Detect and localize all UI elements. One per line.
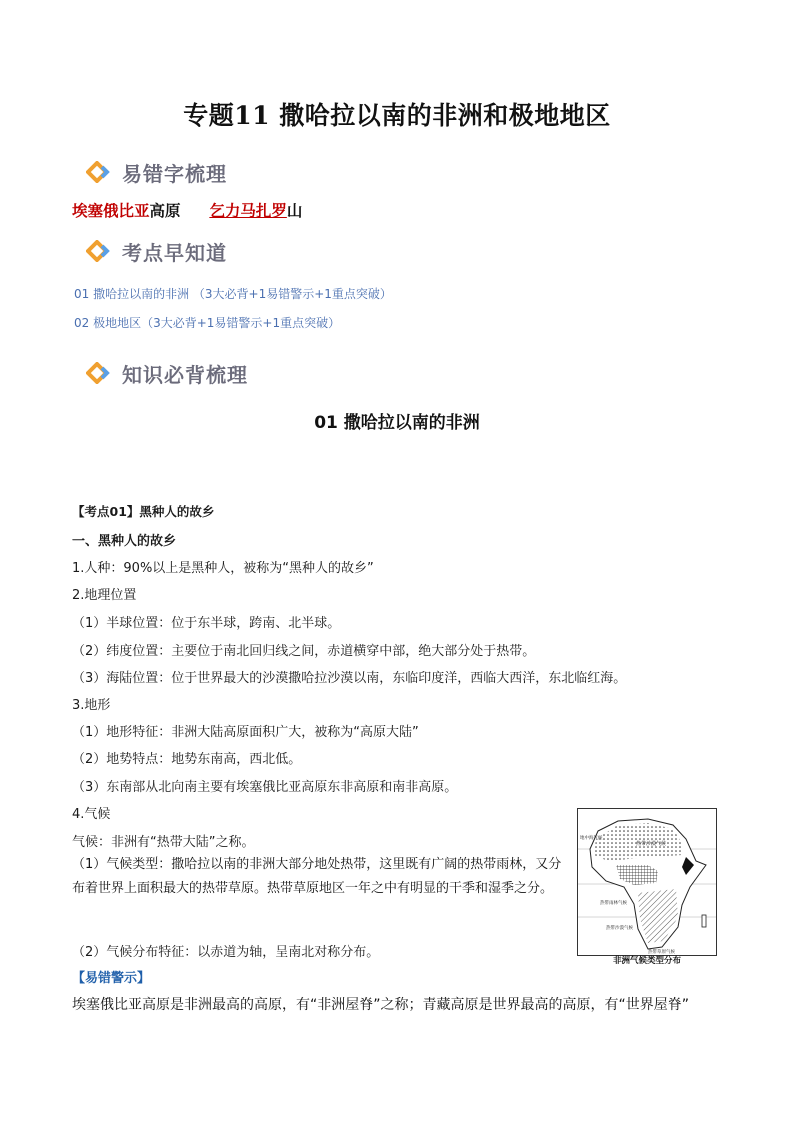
kaodian-heading: 【考点01】黑种人的故乡 [72, 504, 215, 519]
section-label: 考点早知道 [122, 240, 227, 265]
subheading: 4.气候 [72, 807, 111, 822]
point-link[interactable]: 01 撒哈拉以南的非洲 （3大必背+1易错警示+1重点突破） [74, 287, 392, 301]
body-text: （1）地形特征：非洲大陆高原面积广大，被称为“高原大陆” [72, 725, 419, 740]
section-header-typo [86, 157, 227, 187]
point-link[interactable]: 02 极地地区（3大必背+1易错警示+1重点突破） [74, 316, 341, 330]
double-diamond-icon [86, 362, 116, 384]
page-title: 专题11 撒哈拉以南的非洲和极地地区 [183, 101, 611, 130]
body-text: （3）东南部从北向南主要有埃塞俄比亚高原东非高原和南非高原。 [72, 780, 458, 795]
body-text: （1）半球位置：位于东半球，跨南、北半球。 [72, 616, 341, 631]
map-caption: 非洲气候类型分布 [612, 956, 681, 966]
map-label: 热带草原气候 [648, 950, 675, 955]
warning-heading: 【易错警示】 [72, 971, 151, 986]
typo-word-red: 埃塞俄比亚 [72, 202, 150, 220]
body-text: （3）海陆位置：位于世界最大的沙漠撒哈拉沙漠以南，东临印度洋，西临大西洋，东北临红海。 [72, 671, 627, 686]
body-text: （2）地势特点：地势东南高，西北低。 [72, 752, 302, 767]
body-text: （2）纬度位置：主要位于南北回归线之间，赤道横穿中部，绝大部分处于热带。 [72, 644, 536, 659]
chapter-title: 01 撒哈拉以南的非洲 [314, 413, 480, 433]
typo-word-rest: 高原 [149, 202, 181, 220]
warning-text: 埃塞俄比亚高原是非洲最高的高原，有“非洲屋脊”之称；青藏高原是世界最高的高原，有“世界屋脊” [72, 997, 690, 1013]
typo-word-red: 乞力马扎罗 [209, 202, 287, 220]
typo-word-rest: 山 [286, 202, 303, 220]
body-paragraph: （1）气候类型：撒哈拉以南的非洲大部分地处热带，这里既有广阔的热带雨林，又分布着世界上面积最大的热带草原。热带草原地区一年之中有明显的干季和湿季之分。 [72, 857, 562, 896]
map-label: 热带沙漠气候 [636, 841, 667, 847]
section-label: 知识必背梳理 [122, 362, 248, 387]
typo-words [72, 199, 302, 221]
section-header-points [86, 236, 227, 266]
body-text: （2）气候分布特征：以赤道为轴，呈南北对称分布。 [72, 945, 380, 960]
map-label: 热带沙漠气候 [606, 926, 633, 931]
double-diamond-icon [86, 161, 116, 183]
africa-climate-map [577, 808, 717, 956]
subheading: 一、黑种人的故乡 [72, 534, 177, 549]
subheading: 3.地形 [72, 698, 111, 713]
subheading: 2.地理位置 [72, 588, 137, 603]
map-label: 地中海气候 [580, 836, 603, 841]
body-text: 气候：非洲有“热带大陆”之称。 [72, 835, 255, 850]
body-text: 1.人种：90%以上是黑种人，被称为“黑种人的故乡” [72, 561, 374, 576]
section-label: 易错字梳理 [122, 161, 227, 186]
africa-map-graphic [578, 809, 716, 955]
double-diamond-icon [86, 240, 116, 262]
map-label: 热带雨林气候 [600, 901, 627, 906]
section-header-knowledge [86, 358, 248, 388]
